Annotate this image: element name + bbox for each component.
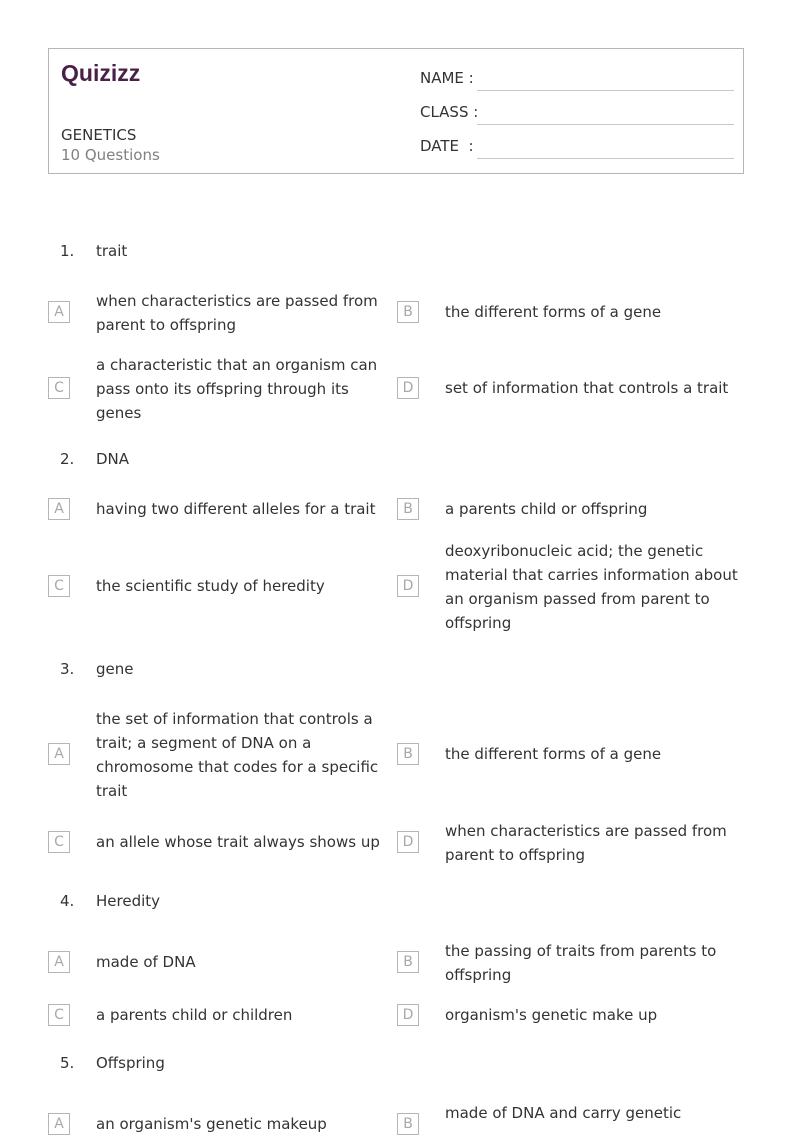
question-number: 5. [60, 1054, 75, 1072]
option-letter-d[interactable]: D [397, 575, 419, 597]
question-count: 10 Questions [61, 146, 160, 164]
question-number: 3. [60, 660, 75, 678]
option-letter-b[interactable]: B [397, 1113, 419, 1135]
worksheet-header [48, 48, 744, 174]
option-text-a: made of DNA [96, 953, 196, 971]
option-text-c: the scientific study of heredity [96, 577, 325, 595]
option-text-d: set of information that controls a trait [445, 379, 729, 397]
option-text-b: the passing of traits from parents to offspring [445, 942, 717, 984]
question-number: 4. [60, 892, 75, 910]
question-text: Offspring [96, 1054, 165, 1072]
option-text-c: a characteristic that an organism can pass onto its offspring through its genes [96, 356, 378, 422]
question-text: Heredity [96, 892, 161, 910]
option-text-d: when characteristics are passed from parent to offspring [445, 822, 727, 864]
option-text-b: made of DNA and carry genetic [445, 1104, 682, 1122]
question-5-options-row-1 [0, 1101, 794, 1133]
option-letter-a[interactable]: A [48, 743, 70, 765]
option-letter-a[interactable]: A [48, 951, 70, 973]
option-letter-d[interactable]: D [397, 1004, 419, 1026]
question-text: trait [96, 242, 128, 260]
question-text: DNA [96, 450, 130, 468]
option-letter-d[interactable]: D [397, 831, 419, 853]
option-letter-b[interactable]: B [397, 743, 419, 765]
question-number: 2. [60, 450, 75, 468]
option-text-b: the different forms of a gene [445, 745, 662, 763]
worksheet-title: GENETICS [61, 126, 137, 144]
class-field[interactable] [420, 103, 734, 127]
question-text: gene [96, 660, 134, 678]
option-letter-d[interactable]: D [397, 377, 419, 399]
option-text-d: deoxyribonucleic acid; the genetic material that carries information about an organism passed from parent to offspring [445, 542, 738, 632]
quizizz-logo [61, 59, 153, 87]
class-label: CLASS : [420, 103, 479, 121]
option-letter-c[interactable]: C [48, 1004, 70, 1026]
name-field[interactable] [420, 69, 734, 93]
option-letter-b[interactable]: B [397, 498, 419, 520]
option-letter-b[interactable]: B [397, 301, 419, 323]
question-number: 1. [60, 242, 75, 260]
option-letter-b[interactable]: B [397, 951, 419, 973]
name-line[interactable] [477, 90, 734, 91]
option-text-a: having two different alleles for a trait [96, 500, 376, 518]
name-label: NAME : [420, 69, 474, 87]
option-letter-c[interactable]: C [48, 831, 70, 853]
option-letter-a[interactable]: A [48, 498, 70, 520]
option-text-d: organism's genetic make up [445, 1006, 658, 1024]
date-line[interactable] [477, 158, 734, 159]
option-text-a: the set of information that controls a trait; a segment of DNA on a chromosome that codes for a specific trait [96, 710, 379, 800]
option-text-c: an allele whose trait always shows up [96, 833, 380, 851]
option-letter-c[interactable]: C [48, 377, 70, 399]
date-label: DATE : [420, 137, 474, 155]
class-line[interactable] [477, 124, 734, 125]
svg-text:Quizizz: Quizizz [61, 60, 141, 86]
date-field[interactable] [420, 137, 734, 161]
option-text-b: the different forms of a gene [445, 303, 662, 321]
option-letter-c[interactable]: C [48, 575, 70, 597]
option-letter-a[interactable]: A [48, 301, 70, 323]
option-text-b: a parents child or offspring [445, 500, 648, 518]
option-text-a: when characteristics are passed from parent to offspring [96, 292, 378, 334]
option-text-a: an organism's genetic makeup [96, 1115, 327, 1133]
option-letter-a[interactable]: A [48, 1113, 70, 1135]
option-text-c: a parents child or children [96, 1006, 293, 1024]
